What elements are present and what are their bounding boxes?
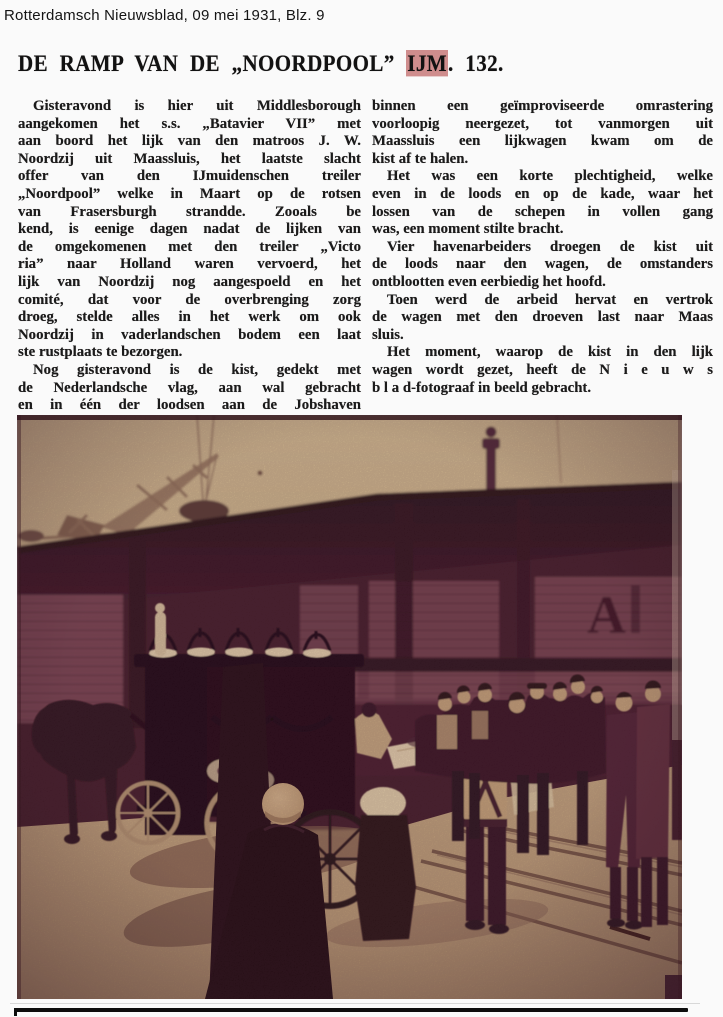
news-photo <box>17 415 682 999</box>
text-line: Het moment, waarop de kist in den lijk <box>387 344 713 361</box>
text-line: de loods naar den wagen, de omstanders <box>372 256 713 273</box>
text-line: ria” naar Holland waren vervoerd, het <box>18 256 361 273</box>
text-line: Het was een korte plechtigheid, welke <box>387 168 713 185</box>
text-line: Toen werd de arbeid hervat en vertrok <box>387 291 713 308</box>
text-line: binnen een geïmproviseerde omrastering <box>372 98 713 114</box>
source-citation: Rotterdamsch Nieuwsblad, 09 mei 1931, Blz. 9 <box>4 7 325 24</box>
headline-text: DE RAMP VAN DE „NOORDPOOL” <box>18 50 407 77</box>
text-line: kend, is eenige dagen nadat de lijken van <box>18 221 361 238</box>
text-line: Noordzij in vaderlandschen bodem een laat <box>18 326 361 343</box>
text-line: Maassluis een lijkwagen kwam om de <box>372 133 713 150</box>
text-line: Gisteravond is hier uit Middlesborough <box>33 98 361 114</box>
text-line: Nog gisteravond is de kist, gedekt met <box>33 361 361 378</box>
text-line: ste rustplaats te bezorgen. <box>18 344 183 361</box>
text-line: en in één der loodsen aan de Jobshaven <box>18 397 361 414</box>
article-column-left <box>18 98 361 415</box>
scan-fine-line <box>10 1003 700 1004</box>
text-line: de omgekomenen met den treiler „Victo <box>18 238 361 255</box>
text-line: wagen wordt gezet, heeft de N i e u w s <box>372 361 713 378</box>
bottom-rule <box>14 1008 688 1012</box>
text-line: sluis. <box>372 326 404 343</box>
text-line: van Frasersburgh strandde. Zooals be <box>18 203 361 220</box>
text-line: droeg, stelde alles in het werk om ook <box>18 309 361 326</box>
text-line: aan boord het lijk van den matroos J. W. <box>18 133 361 150</box>
text-line: was, een moment stilte bracht. <box>372 221 564 238</box>
text-line: de wagen met den droeven last naar Maas <box>372 309 713 326</box>
text-line: Noordzij uit Maassluis, het laatste slacht <box>18 150 361 167</box>
text-line: ontblootten even eerbiedig het hoofd. <box>372 273 606 290</box>
headline-text-tail: . 132. <box>448 50 504 77</box>
film-grain <box>17 415 682 999</box>
text-line: comité, dat voor de overbrenging zorg <box>18 291 361 308</box>
text-line: voorloopig neergezet, tot vanmorgen uit <box>372 115 713 132</box>
article-column-right <box>372 98 713 397</box>
text-line: lossen van de schepen in vollen gang <box>372 203 713 220</box>
photo-canvas <box>17 415 682 999</box>
text-line: lijk van Noordzij nog aangespoeld en het <box>18 273 361 290</box>
headline <box>18 50 504 78</box>
text-line: kist af te halen. <box>372 150 469 167</box>
text-line: offer van den IJmuidenschen treiler <box>18 168 361 185</box>
text-line: „Noordpool” welke in Maart op de rotsen <box>18 185 361 202</box>
text-line: even in de loods en op de kade, waar het <box>372 185 713 202</box>
text-line: de Nederlandsche vlag, aan wal gebracht <box>18 379 361 396</box>
text-line: b l a d-fotograaf in beeld gebracht. <box>372 379 592 396</box>
text-line: aangekomen het s.s. „Batavier VII” met <box>18 115 361 132</box>
headline-search-highlight: IJM <box>407 50 447 77</box>
text-line: Vier havenarbeiders droegen de kist uit <box>387 238 713 255</box>
